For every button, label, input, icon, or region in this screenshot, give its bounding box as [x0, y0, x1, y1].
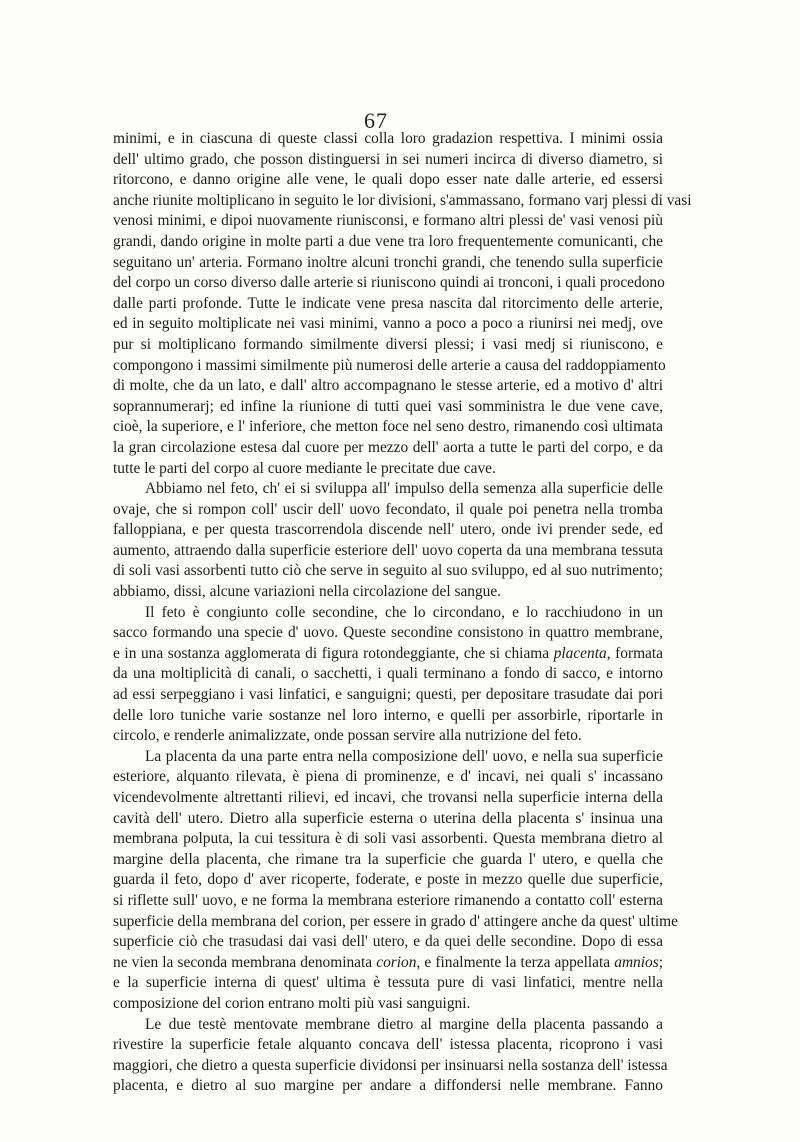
text-line: ne vien la seconda membrana denominata corion, e finalmente la terza appellata amnios;: [113, 953, 663, 971]
text-line: La placenta da una parte entra nella composizione dell' uovo, e nella sua superficie: [145, 747, 663, 765]
text-line: ovaje, che si rompon coll' uscir dell' uovo fecondato, il quale poi penetra nella tromba: [113, 500, 663, 518]
text-line: dalle parti profonde. Tutte le indicate vene presa nascita dal ritorcimento delle arterie,: [113, 294, 663, 312]
text-line: placenta, e dietro al suo margine per andare a diffondersi nelle membrane. Fanno: [113, 1077, 663, 1095]
text-line: grandi, dando origine in molte parti a due vene tra loro frequentemente comunicanti, che: [113, 232, 663, 250]
text-line: guarda il feto, dopo d' aver ricoperte, foderate, e poste in mezzo quelle due superficie,: [113, 871, 663, 889]
text-line: seguitano un' arteria. Formano inoltre alcuni tronchi grandi, che tenendo sulla superficie: [113, 253, 663, 271]
text-line: ad essi serpeggiano i vasi linfatici, e sanguigni; questi, per depositare trasudate dai pori: [113, 686, 663, 704]
text-line: del corpo un corso diverso dalle arterie si riuniscono quindi ai tronconi, i quali procedono: [113, 274, 665, 292]
text-line: soprannumerarj; ed infine la riunione di tutti quei vasi somministra le due vene cave,: [113, 397, 663, 415]
text-line: dell' ultimo grado, che posson distinguersi in sei numeri incirca di diverso diametro, si: [113, 150, 663, 168]
text-line: Le due testè mentovate membrane dietro al margine della placenta passando a: [145, 1015, 663, 1033]
text-line: e in una sostanza agglomerata di figura rotondeggiante, che si chiama placenta, formata: [113, 644, 663, 662]
text-line: margine della placenta, che rimane tra la superficie che guarda l' utero, e quella che: [113, 850, 663, 868]
text-line: da una moltiplicità di canali, o sacchetti, i quali terminano a fondo di sacco, e intorno: [113, 665, 663, 683]
text-line: venosi minimi, e dipoi nuovamente riunisconsi, e formano altri plessi de' vasi venosi più: [113, 212, 663, 230]
text-line: vicendevolmente altrettanti rilievi, ed incavi, che trovansi nella superficie interna della: [113, 789, 663, 806]
text-line: Abbiamo nel feto, ch' ei si sviluppa all' impulso della semenza alla superficie delle: [145, 480, 663, 498]
text-line: la gran circolazione estesa dal cuore per mezzo dell' aorta a tutte le parti del corpo, e da: [113, 438, 663, 456]
text-line: falloppiana, e per questa trascorrendola discende nell' utero, onde ivi prender sede, ed: [113, 521, 663, 539]
text-line: tutte le parti del corpo al cuore mediante le precitate due cave.: [113, 459, 496, 477]
text-line: delle loro tuniche varie sostanze nel loro interno, e quelli per assorbirle, riportarle in: [113, 706, 663, 724]
text-line: si riflette sull' uovo, e ne forma la membrana esteriore rimanendo a contatto coll' esterna: [113, 891, 663, 909]
text-line: membrana polputa, la cui tessitura è di soli vasi assorbenti. Questa membrana dietro al: [113, 830, 663, 848]
text-line: aumento, attraendo dalla superficie esteriore dell' uovo coperta da una membrana tessuta: [113, 541, 663, 559]
text-line: ed in seguito moltiplicate nei vasi minimi, vanno a poco a poco a riunirsi nei medj, ove: [113, 315, 663, 333]
text-line: pur si moltiplicano formando similmente diversi plessi; i vasi medj si riuniscono, e: [113, 335, 663, 353]
text-line: composizione del corion entrano molti più vasi sanguigni.: [113, 994, 471, 1012]
text-line: maggiori, che dietro a questa superficie dividonsi per insinuarsi nella sostanza dell' istessa: [113, 1056, 668, 1074]
text-line: cavità dell' utero. Dietro alla superficie esterna o uterina della placenta s' insinua una: [113, 809, 663, 827]
text-line: minimi, e in ciascuna di queste classi colla loro gradazion respettiva. I minimi ossia: [113, 130, 663, 147]
text-line: superficie della membrana del corion, per essere in grado d' attingere anche da quest' ultime: [113, 912, 678, 930]
text-line: abbiamo, dissi, alcune variazioni nella circolazione del sangue.: [113, 583, 502, 601]
text-line: Il feto è congiunto colle secondine, che lo circondano, e lo racchiudono in un: [145, 603, 663, 621]
text-line: di molte, che da un lato, e dall' altro accompagnano le stesse arterie, ed a motivo d' altri: [113, 377, 663, 395]
text-line: rivestire la superficie fetale alquanto concava dell' istessa placenta, ricoprono i vasi: [113, 1036, 663, 1054]
text-line: ritorcono, e danno origine alle vene, le quali dopo esser nate dalle arterie, ed essersi: [113, 171, 663, 189]
text-line: compongono i massimi similmente più numerosi delle arterie a causa del raddoppiamento: [113, 356, 666, 374]
text-line: sacco formando una specie d' uovo. Queste secondine consistono in quattro membrane,: [113, 624, 663, 642]
text-line: esteriore, alquanto rilevata, è piena di prominenze, e d' incavi, nei quali s' incassano: [113, 768, 663, 786]
text-line: anche riunite moltiplicano in seguito le lor divisioni, s'ammassano, formano varj plessi di vasi: [113, 191, 692, 209]
text-line: e la superficie interna di quest' ultima è tessuta pure di vasi linfatici, mentre nella: [113, 974, 663, 992]
text-line: cioè, la superiore, e l' inferiore, che metton foce nel seno destro, rimanendo così ultimata: [113, 418, 663, 436]
text-line: superficie ciò che trasudasi dai vasi dell' utero, e da quei delle secondine. Dopo di essa: [113, 933, 663, 951]
body-text: [113, 129, 692, 1097]
page-number: 67: [364, 108, 388, 133]
text-line: di soli vasi assorbenti tutto ciò che serve in seguito al suo sviluppo, ed al suo nutrimento;: [113, 562, 663, 580]
text-line: circolo, e renderle animalizzate, onde possan servire alla nutrizione del feto.: [113, 727, 582, 745]
